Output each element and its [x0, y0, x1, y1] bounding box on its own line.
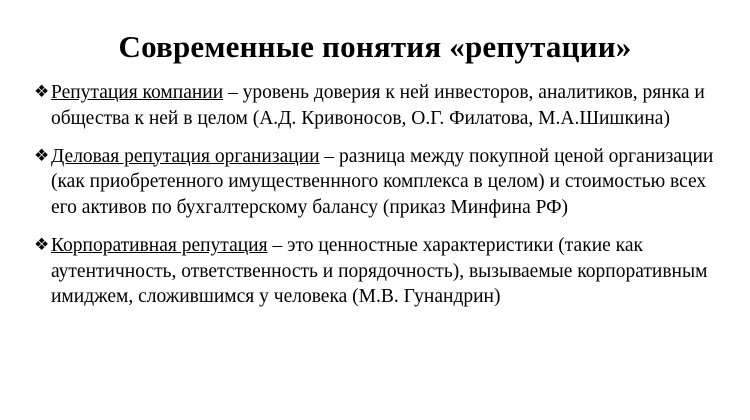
diamond-bullet-icon: ❖ [34, 234, 50, 255]
bullet-text [51, 233, 716, 310]
bullet-body-text: – это ценностные характеристики (такие как аутентичность, ответственность и порядочность), вызываемые корпоративным имиджем, сложившимся у человека (М.В. Гунандрин) [51, 234, 708, 308]
list-item [34, 144, 716, 221]
bullet-lead-term: Корпоративная репутация [51, 234, 268, 256]
list-item [34, 233, 716, 310]
bullet-lead-term: Деловая репутация организации [51, 145, 320, 167]
bullet-text [51, 144, 716, 221]
bullet-body-text: – разница между покупной ценой организации (как приобретенного имущественнного комплекса в целом) и стоимостью всех его активов по бухгалтерскому балансу (приказ Минфина РФ) [51, 145, 714, 219]
diamond-bullet-icon: ❖ [34, 82, 50, 103]
bullet-lead-term: Репутация компании [51, 82, 224, 104]
bullet-list [34, 80, 716, 310]
bullet-body-text: – уровень доверия к ней инвесторов, аналитиков, рянка и общества к ней в целом (А.Д. Кривоносов, О.Г. Филатова, М.А.Шишкина) [51, 82, 705, 129]
page-title: Современные понятия «репутации» [118, 29, 632, 64]
diamond-bullet-icon: ❖ [34, 145, 50, 166]
list-item [34, 80, 716, 131]
bullet-text [51, 80, 716, 131]
